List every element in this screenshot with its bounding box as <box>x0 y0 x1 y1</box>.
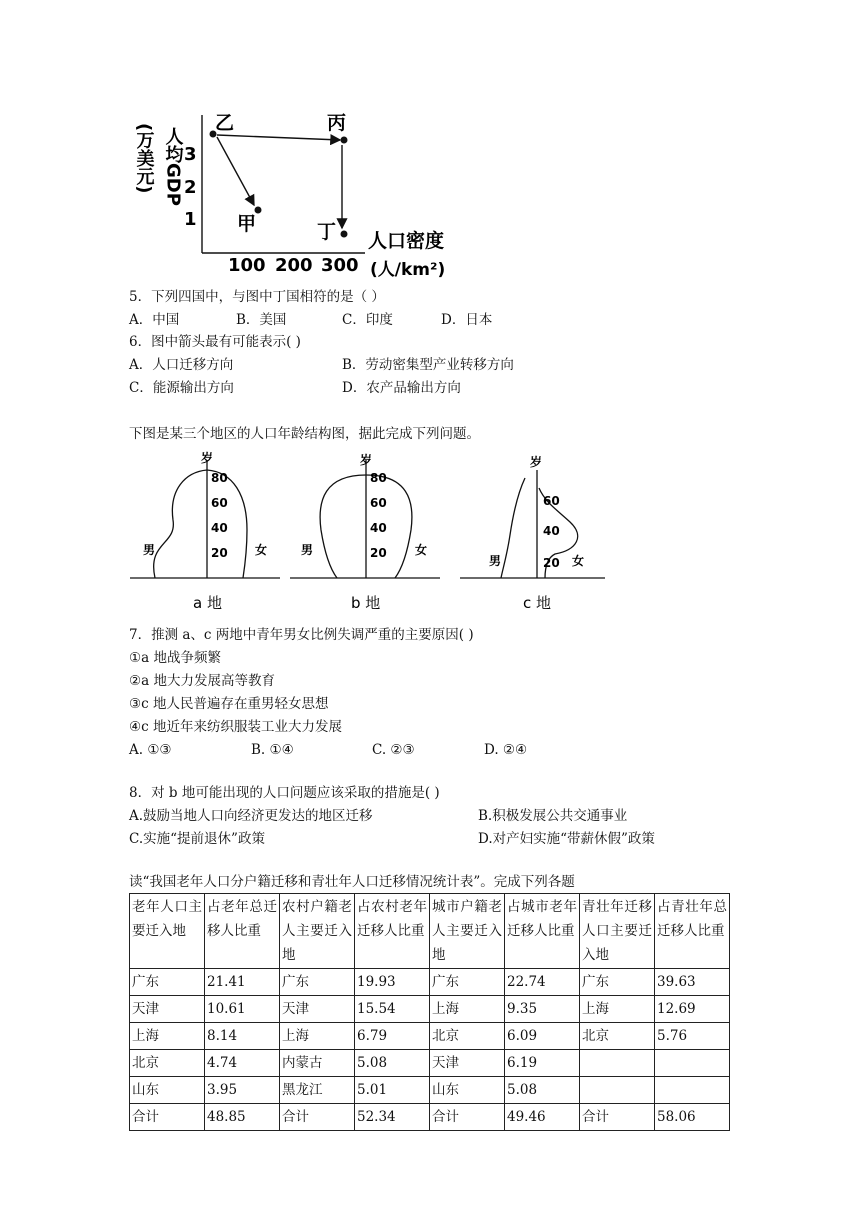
table-header-cell: 青壮年迁移人口主要迁入地 <box>580 894 655 969</box>
q8-option-c[interactable]: C.实施“提前退休”政策 <box>129 831 265 847</box>
q5-option-c[interactable]: C．印度 <box>342 312 393 328</box>
table-cell <box>580 1077 655 1104</box>
table-cell: 山东 <box>430 1077 505 1104</box>
q6-option-b[interactable]: B．劳动密集型产业转移方向 <box>342 357 514 373</box>
table-cell: 4.74 <box>205 1050 280 1077</box>
q6-option-a[interactable]: A．人口迁移方向 <box>129 357 234 373</box>
age-tick: 60 <box>543 494 560 508</box>
table-cell: 天津 <box>430 1050 505 1077</box>
point-ding <box>341 231 348 238</box>
point-label-bing: 丙 <box>327 112 347 134</box>
table-cell: 22.74 <box>505 969 580 996</box>
table-cell: 6.79 <box>355 1023 430 1050</box>
y-axis-label: 人均GDP <box>162 127 184 206</box>
table-row <box>130 996 730 1023</box>
q8-option-d[interactable]: D.对产妇实施“带薪休假”政策 <box>478 831 655 847</box>
table-cell: 黑龙江 <box>280 1077 355 1104</box>
y-tick: 3 <box>184 144 197 165</box>
table-header-cell: 农村户籍老人主要迁入地 <box>280 894 355 969</box>
age-tick: 20 <box>211 546 228 560</box>
table-header-cell: 城市户籍老人主要迁入地 <box>430 894 505 969</box>
point-label-jia: 甲 <box>237 213 257 235</box>
table-cell: 9.35 <box>505 996 580 1023</box>
q5-option-b[interactable]: B．美国 <box>236 312 287 328</box>
table-header-row <box>130 894 730 969</box>
table-cell: 15.54 <box>355 996 430 1023</box>
male-label: 男 <box>143 543 156 557</box>
age-tick: 60 <box>370 496 387 510</box>
age-tick: 20 <box>543 556 560 570</box>
q5-option-d[interactable]: D．日本 <box>441 312 493 328</box>
table-cell: 3.95 <box>205 1077 280 1104</box>
table-cell: 合计 <box>130 1104 205 1131</box>
age-tick: 60 <box>211 496 228 510</box>
x-axis-label: 人口密度 <box>368 230 445 252</box>
table-header-cell: 占农村老年迁移人比重 <box>355 894 430 969</box>
q7-statement-4: ④c 地近年来纺织服装工业大力发展 <box>129 719 342 735</box>
table-header-cell: 占青壮年总迁移人比重 <box>655 894 730 969</box>
gdp-density-chart <box>120 105 470 285</box>
point-label-ding: 丁 <box>317 221 337 243</box>
table-cell: 58.06 <box>655 1104 730 1131</box>
table-cell: 8.14 <box>205 1023 280 1050</box>
table-cell: 48.85 <box>205 1104 280 1131</box>
table-cell: 6.09 <box>505 1023 580 1050</box>
age-unit: 岁 <box>201 451 214 465</box>
population-pyramids <box>125 450 625 618</box>
q7-option-c[interactable]: C. ②③ <box>372 742 415 758</box>
female-label: 女 <box>572 554 585 568</box>
table-cell: 山东 <box>130 1077 205 1104</box>
y-axis-label-group <box>134 123 184 206</box>
table-row <box>130 969 730 996</box>
table-cell: 天津 <box>130 996 205 1023</box>
table-cell: 12.69 <box>655 996 730 1023</box>
table-header-cell: 老年人口主要迁入地 <box>130 894 205 969</box>
q6-option-c[interactable]: C．能源输出方向 <box>129 380 234 396</box>
table-cell: 合计 <box>280 1104 355 1131</box>
table-cell: 上海 <box>130 1023 205 1050</box>
pyramid-c-male-curve <box>501 478 525 578</box>
y-tick: 2 <box>184 177 197 198</box>
pyramid-a-caption: a 地 <box>193 594 222 612</box>
age-tick: 40 <box>211 521 228 535</box>
table-cell: 上海 <box>430 996 505 1023</box>
age-unit: 岁 <box>360 453 373 467</box>
arrow-yi-jia <box>217 137 254 205</box>
pyramid-c <box>460 454 605 612</box>
table-cell: 内蒙古 <box>280 1050 355 1077</box>
pyramid-b-caption: b 地 <box>351 594 381 612</box>
age-unit: 岁 <box>530 455 543 469</box>
migration-statistics-table <box>129 893 730 1131</box>
table-cell: 上海 <box>280 1023 355 1050</box>
x-tick: 300 <box>321 255 359 276</box>
table-cell: 5.76 <box>655 1023 730 1050</box>
table-cell: 上海 <box>580 996 655 1023</box>
table-cell: 广东 <box>430 969 505 996</box>
table-header-cell: 占老年总迁移人比重 <box>205 894 280 969</box>
table-cell: 49.46 <box>505 1104 580 1131</box>
table-cell: 19.93 <box>355 969 430 996</box>
table-cell <box>655 1077 730 1104</box>
y-tick: 1 <box>184 209 197 230</box>
pyramid-b <box>290 452 440 612</box>
pyramid-a-male-curve <box>154 470 207 578</box>
point-label-yi: 乙 <box>215 112 235 134</box>
q8-option-b[interactable]: B.积极发展公共交通事业 <box>478 808 628 824</box>
table-cell: 广东 <box>280 969 355 996</box>
table-cell <box>655 1050 730 1077</box>
pyramid-c-caption: c 地 <box>523 594 552 612</box>
table-cell: 52.34 <box>355 1104 430 1131</box>
q8-option-a[interactable]: A.鼓励当地人口向经济更发达的地区迁移 <box>129 808 373 824</box>
table-cell: 广东 <box>130 969 205 996</box>
x-axis-unit: (人/km²) <box>370 260 446 280</box>
point-bing <box>341 137 348 144</box>
table-cell: 39.63 <box>655 969 730 996</box>
q6-option-d[interactable]: D．农产品输出方向 <box>342 380 461 396</box>
q6-stem: 6．图中箭头最有可能表示( ) <box>129 334 301 350</box>
table-row <box>130 1077 730 1104</box>
table-row <box>130 1050 730 1077</box>
table-cell: 6.19 <box>505 1050 580 1077</box>
pyramid-b-male-curve <box>320 475 366 578</box>
age-tick: 40 <box>370 521 387 535</box>
q7-statement-1: ①a 地战争频繁 <box>129 650 221 666</box>
q7-option-b[interactable]: B. ①④ <box>251 742 294 758</box>
table-cell: 5.08 <box>505 1077 580 1104</box>
x-tick: 100 <box>228 255 266 276</box>
q7-option-d[interactable]: D. ②④ <box>484 742 528 758</box>
table-cell: 21.41 <box>205 969 280 996</box>
table-header-cell: 占城市老年迁移人比重 <box>505 894 580 969</box>
table-cell: 合计 <box>430 1104 505 1131</box>
q7-option-a[interactable]: A. ①③ <box>129 742 172 758</box>
q7-stem: 7．推测 a、c 两地中青年男女比例失调严重的主要原因( ) <box>129 627 474 643</box>
table-row <box>130 1023 730 1050</box>
age-tick: 80 <box>370 471 387 485</box>
x-tick: 200 <box>275 255 313 276</box>
arrow-yi-bing <box>217 135 340 140</box>
age-tick: 80 <box>211 471 228 485</box>
table-cell: 广东 <box>580 969 655 996</box>
female-label: 女 <box>415 543 428 557</box>
pyramid-a <box>130 450 280 612</box>
pyramids-intro: 下图是某三个地区的人口年龄结构图，据此完成下列问题。 <box>129 426 480 442</box>
q7-statement-3: ③c 地人民普遍存在重男轻女思想 <box>129 696 329 712</box>
table-cell <box>580 1050 655 1077</box>
q8-stem: 8．对 b 地可能出现的人口问题应该采取的措施是( ) <box>129 785 440 801</box>
table-cell: 10.61 <box>205 996 280 1023</box>
male-label: 男 <box>301 543 314 557</box>
q5-stem: 5．下列四国中，与图中丁国相符的是（ ） <box>129 289 385 305</box>
y-axis-unit: (万美元) <box>133 123 155 194</box>
age-tick: 40 <box>543 524 560 538</box>
table-cell: 5.08 <box>355 1050 430 1077</box>
table-cell: 5.01 <box>355 1077 430 1104</box>
table-cell: 北京 <box>430 1023 505 1050</box>
age-tick: 20 <box>370 546 387 560</box>
table-cell: 合计 <box>580 1104 655 1131</box>
table-cell: 天津 <box>280 996 355 1023</box>
q5-option-a[interactable]: A．中国 <box>129 312 180 328</box>
table-row-total <box>130 1104 730 1131</box>
q7-statement-2: ②a 地大力发展高等教育 <box>129 673 275 689</box>
table-intro: 读“我国老年人口分户籍迁移和青壮年人口迁移情况统计表”。完成下列各题 <box>129 874 575 890</box>
table-cell: 北京 <box>130 1050 205 1077</box>
table-cell: 北京 <box>580 1023 655 1050</box>
male-label: 男 <box>489 554 502 568</box>
female-label: 女 <box>255 543 268 557</box>
